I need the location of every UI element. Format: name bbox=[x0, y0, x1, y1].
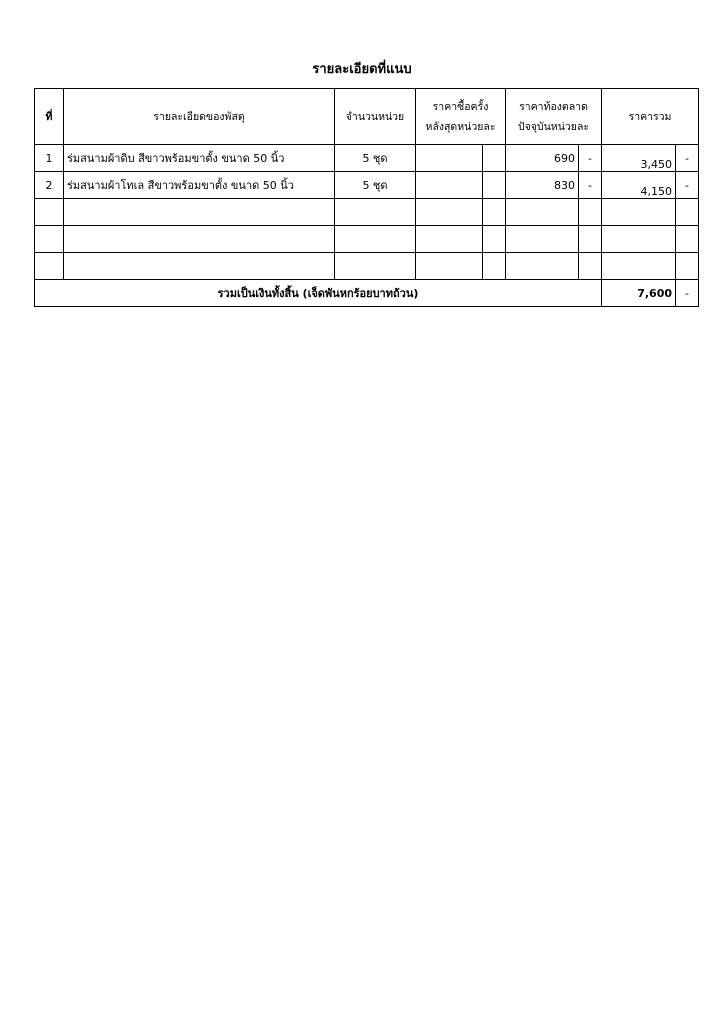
empty-row bbox=[35, 199, 699, 226]
table-header-row bbox=[35, 89, 699, 145]
grand-total-satang: - bbox=[676, 280, 699, 307]
header-market-price-line1: ราคาท้องตลาด bbox=[519, 100, 588, 113]
empty-row bbox=[35, 226, 699, 253]
row-description: ร่มสนามผ้าโทเล สีขาวพร้อมขาตั้ง ขนาด 50 นิ้ว bbox=[64, 172, 335, 199]
header-market-price-line2: ปัจจุบันหน่วยละ bbox=[517, 120, 590, 133]
attachment-table bbox=[34, 88, 699, 307]
total-row bbox=[35, 280, 699, 307]
header-no: ที่ bbox=[35, 89, 64, 145]
row-market-price-satang: - bbox=[579, 172, 602, 199]
row-last-purchase-satang bbox=[483, 145, 506, 172]
header-last-purchase-line1: ราคาซื้อครั้ง bbox=[432, 100, 489, 113]
header-description: รายละเอียดของพัสดุ bbox=[64, 89, 335, 145]
row-market-price: 830 bbox=[506, 172, 579, 199]
row-quantity: 5 ชุด bbox=[335, 172, 416, 199]
row-last-purchase bbox=[416, 172, 483, 199]
row-market-price: 690 bbox=[506, 145, 579, 172]
row-market-price-satang: - bbox=[579, 145, 602, 172]
empty-row bbox=[35, 253, 699, 280]
page-title: รายละเอียดที่แนบ bbox=[312, 62, 412, 77]
row-no: 1 bbox=[35, 145, 64, 172]
row-no: 2 bbox=[35, 172, 64, 199]
total-label: รวมเป็นเงินทั้งสิ้น (เจ็ดพันหกร้อยบาทถ้วน) bbox=[35, 280, 602, 307]
header-market-price bbox=[506, 89, 602, 145]
table-row bbox=[35, 172, 699, 199]
row-total-satang: - bbox=[676, 172, 699, 199]
row-total-satang: - bbox=[676, 145, 699, 172]
row-last-purchase bbox=[416, 145, 483, 172]
header-last-purchase bbox=[416, 89, 506, 145]
row-total: 4,150 bbox=[602, 172, 676, 199]
header-total: ราคารวม bbox=[602, 89, 699, 145]
grand-total: 7,600 bbox=[602, 280, 676, 307]
table-row bbox=[35, 145, 699, 172]
header-quantity: จำนวนหน่วย bbox=[335, 89, 416, 145]
row-last-purchase-satang bbox=[483, 172, 506, 199]
row-quantity: 5 ชุด bbox=[335, 145, 416, 172]
row-description: ร่มสนามผ้าดิบ สีขาวพร้อมขาตั้ง ขนาด 50 นิ้ว bbox=[64, 145, 335, 172]
row-total: 3,450 bbox=[602, 145, 676, 172]
header-last-purchase-line2: หลังสุดหน่วยละ bbox=[425, 120, 496, 133]
